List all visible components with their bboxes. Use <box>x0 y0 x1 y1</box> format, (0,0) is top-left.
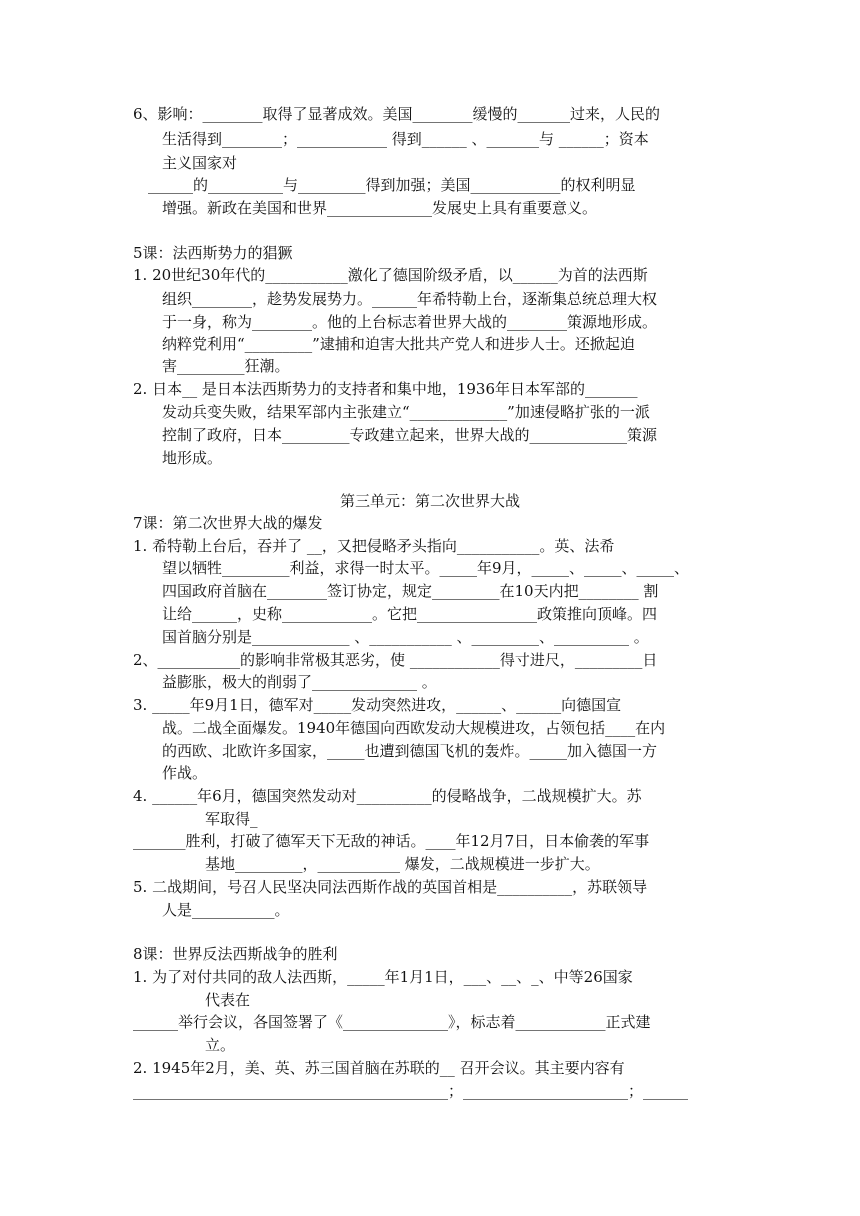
text-line: ______的__________与_________得到加强；美国____________的权利明显 <box>148 176 636 194</box>
text-line: 代表在 <box>205 991 251 1009</box>
text-line: 5. 二战期间，号召人民坚决同法西斯作战的英国首相是__________，苏联领导 <box>133 878 648 896</box>
text-line: 四国政府首脑在________签订协定，规定_________在10天内把________ 割 <box>162 582 659 600</box>
text-line: 组织________，趁势发展势力。______年希特勒上台，逐渐集总统总理大权 <box>162 290 658 308</box>
text-line: 基地_________，___________ 爆发，二战规模进一步扩大。 <box>205 855 600 873</box>
text-line: 发动兵变失败，结果军部内主张建立“_____________”加速侵略扩张的一派 <box>162 403 650 421</box>
text-line: 增强。新政在美国和世界______________发展史上具有重要意义。 <box>162 199 598 217</box>
text-line: ______举行会议，各国签署了《______________》，标志着____________正式建 <box>133 1013 651 1031</box>
text-line: _______胜利，打破了德军天下无敌的神话。____年12月7日，日本偷袭的军事 <box>133 832 650 850</box>
text-line: 于一身，称为________。他的上台标志着世界大战的________策源地形成。 <box>162 313 658 331</box>
text-line: 战。二战全面爆发。1940年德国向西欧发动大规模进攻，占领包括____在内 <box>162 719 666 737</box>
text-line: 主义国家对 <box>162 154 238 172</box>
text-line: 军取得_ <box>205 810 258 828</box>
text-line: 害_________狂潮。 <box>162 357 290 375</box>
unit-title: 第三单元：第二次世界大战 <box>339 492 520 510</box>
text-line: 1. 20世纪30年代的___________激化了德国阶级矛盾，以______为首的法西斯 <box>133 266 648 284</box>
text-line: 益膨胀，极大的削弱了______________ 。 <box>162 673 437 691</box>
text-line: 6、影响：________取得了显著成效。美国________缓慢的_______过来，人民的 <box>133 105 661 123</box>
lesson-heading: 5课：法西斯势力的猖獗 <box>133 244 293 262</box>
lesson-heading: 7课：第二次世界大战的爆发 <box>133 514 323 532</box>
text-line: 地形成。 <box>162 449 223 467</box>
text-line: 立。 <box>205 1036 236 1054</box>
text-line: 生活得到________；____________ 得到______ 、_______与 ______；资本 <box>162 130 649 148</box>
text-line: 国首脑分别是_____________ 、___________ 、_________、__________ 。 <box>162 628 649 646</box>
text-line: 1. 为了对付共同的敌人法西斯，_____年1月1日，___、__、_、中等26国家 <box>133 968 633 986</box>
text-line: 3. _____年9月1日，德军对_____发动突然进攻，______、______向德国宣 <box>133 696 622 714</box>
text-line: 控制了政府，日本_________专政建立起来，世界大战的_____________策源 <box>162 426 658 444</box>
text-line: 2. 1945年2月，美、英、苏三国首脑在苏联的__ 召开会议。其主要内容有 <box>133 1059 625 1077</box>
lesson-heading: 8课：世界反法西斯战争的胜利 <box>133 945 338 963</box>
text-line: 让给______，史称____________。它把________________政策推向顶峰。四 <box>162 605 658 623</box>
text-line: 望以牺牲_________利益，求得一时太平。_____年9月，_____、_____、_____、 <box>162 559 690 577</box>
text-line: 2、___________的影响非常极其恶劣，使 ____________得寸进尺，_________日 <box>133 651 658 669</box>
text-line: 1. 希特勒上台后，吞并了 __，又把侵略矛头指向___________。英、法希 <box>133 537 615 555</box>
text-line: 的西欧、北欧许多国家，_____也遭到德国飞机的轰炸。_____加入德国一方 <box>162 742 658 760</box>
text-line: 作战。 <box>162 764 208 782</box>
text-line: 4. ______年6月，德国突然发动对__________的侵略战争，二战规模扩大。苏 <box>133 787 642 805</box>
text-line: 纳粹党利用“_________”逮捕和迫害大批共产党人和进步人士。还掀起迫 <box>162 335 635 353</box>
text-line: __________________________________________；______________________；______ <box>133 1082 689 1100</box>
text-line: 人是___________。 <box>162 901 290 919</box>
text-line: 2. 日本__ 是日本法西斯势力的支持者和集中地，1936年日本军部的_______ <box>133 380 638 398</box>
